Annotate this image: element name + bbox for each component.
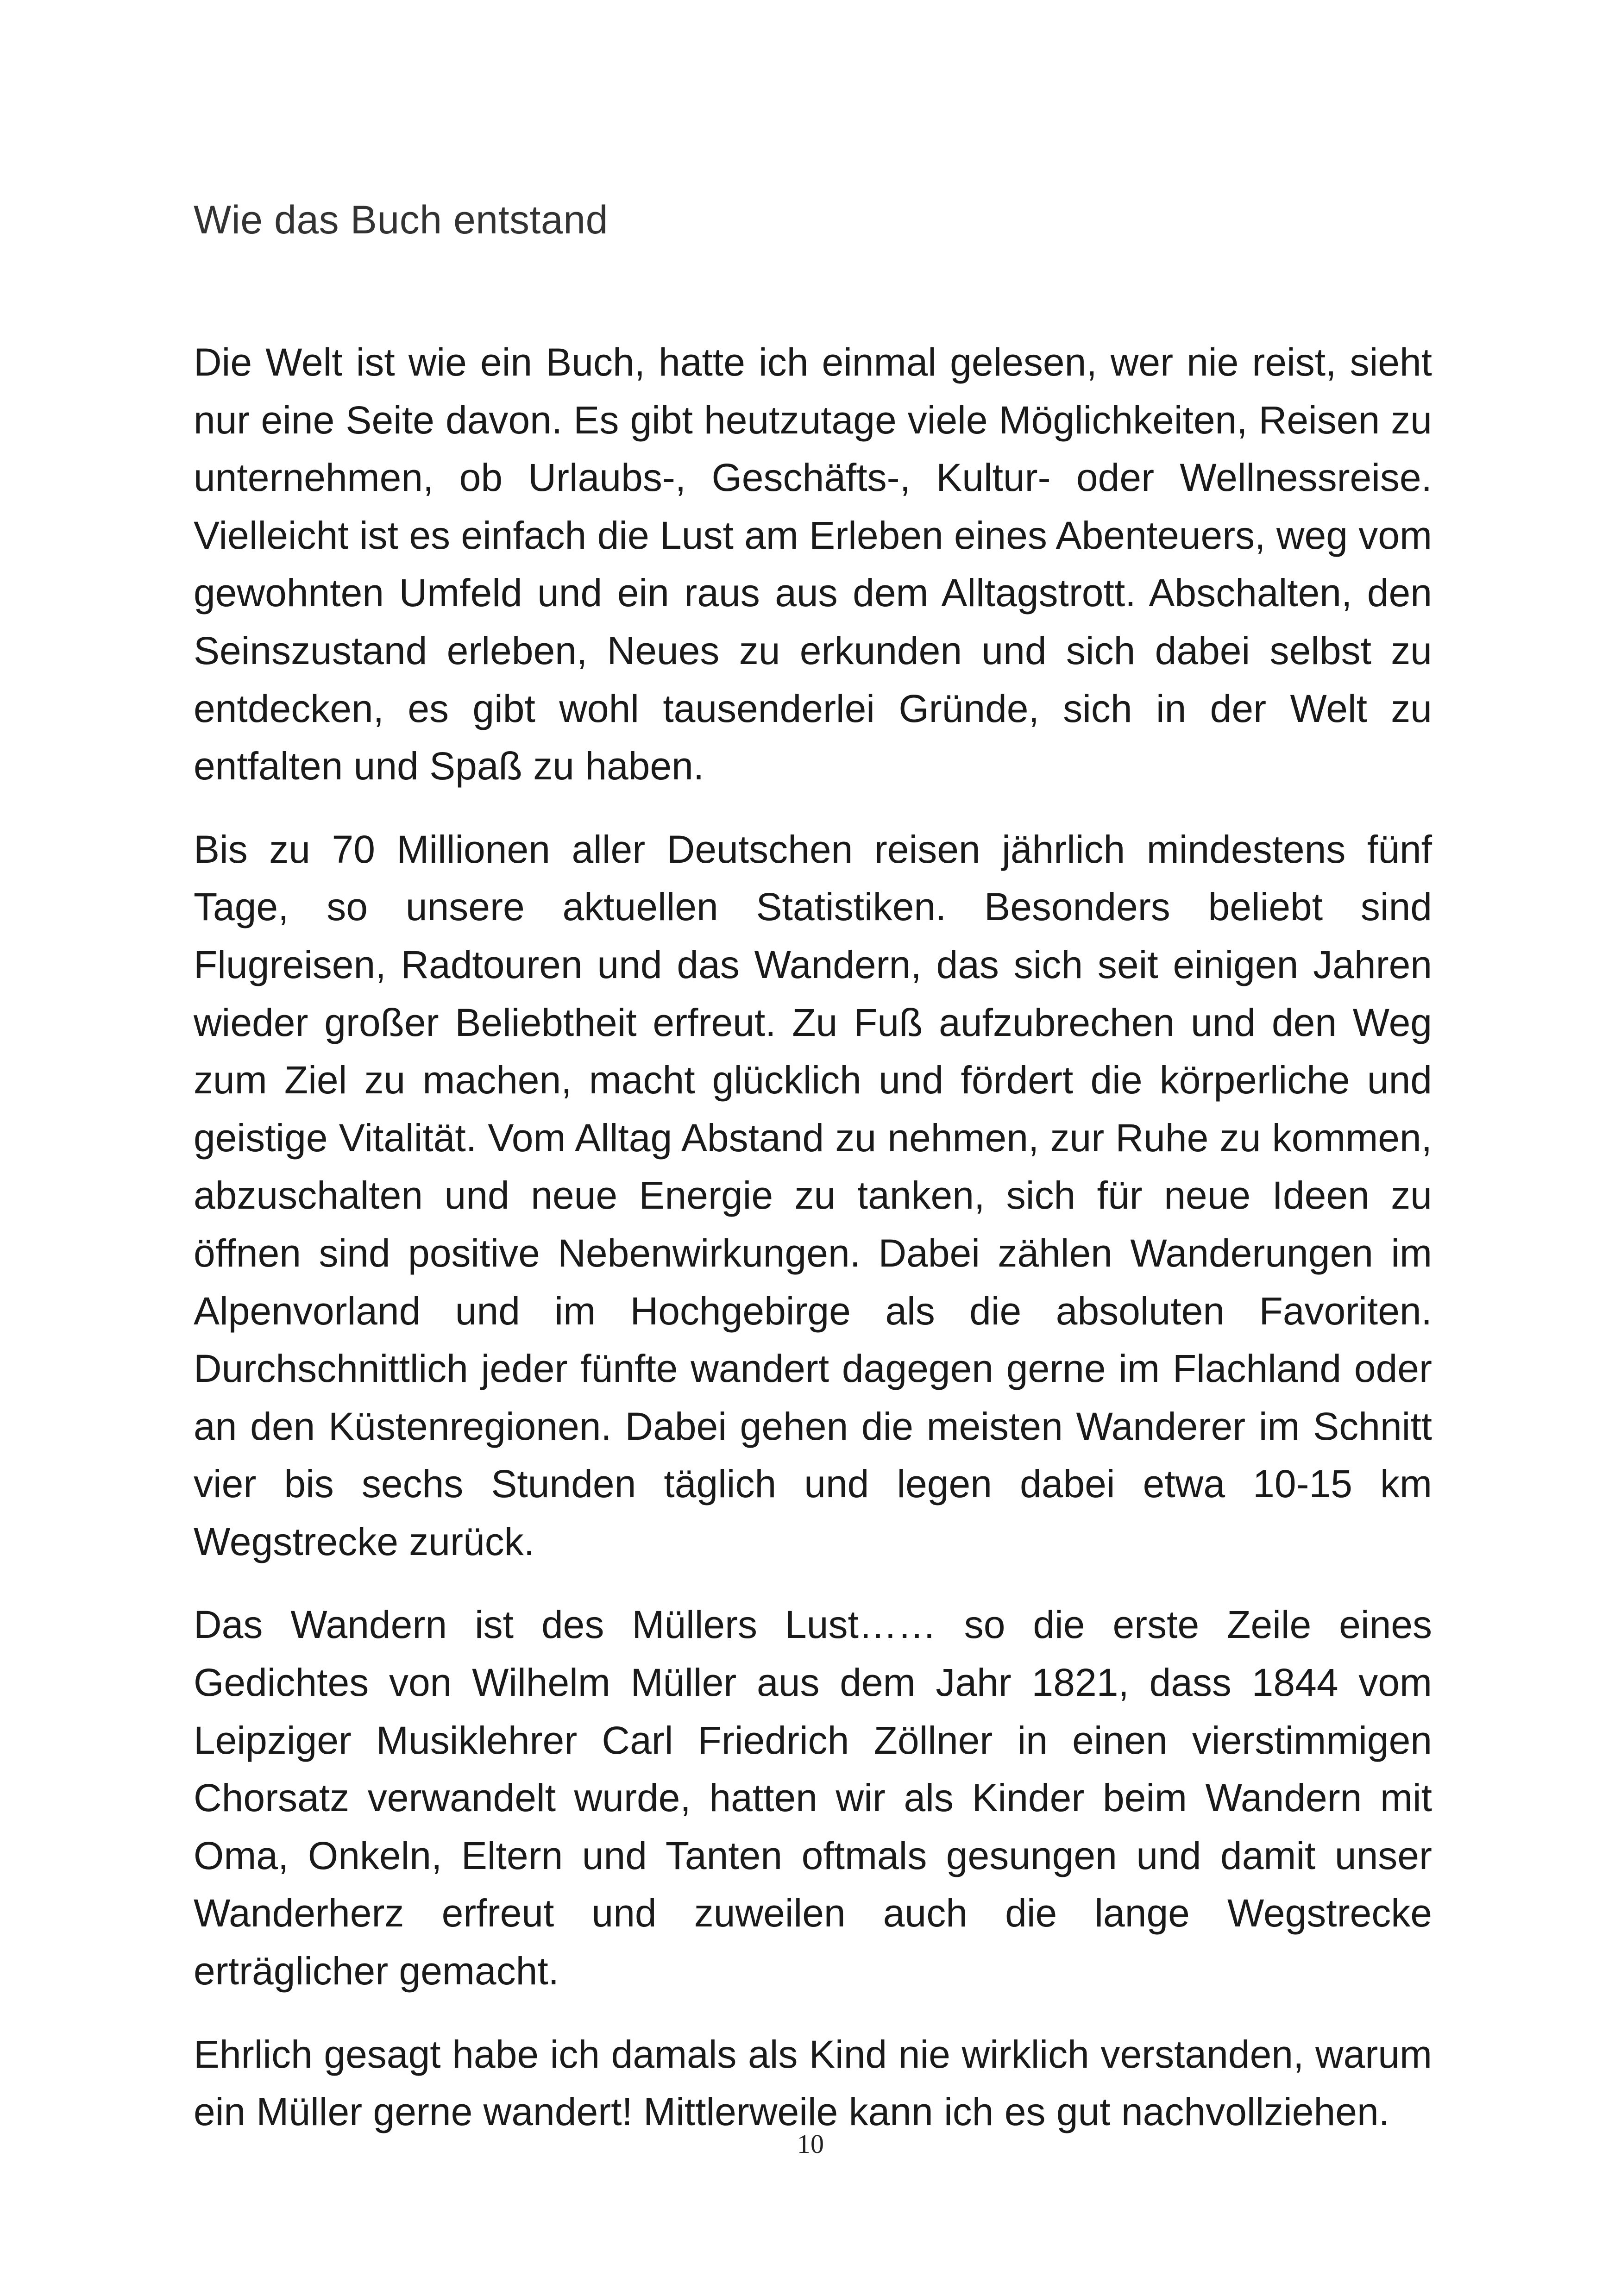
paragraph: Bis zu 70 Millionen aller Deutschen reisen jährlich mindestens fünf Tage, so unsere aktuellen Statistiken. Besonders beliebt sind Flugreisen, Radtouren und das Wandern, das sich seit einigen Jahren wieder großer Beliebtheit erfreut. Zu Fuß aufzubrechen und den Weg zum Ziel zu machen, macht glücklich und fördert die körperliche und geistige Vitalität. Vom Alltag Abstand zu nehmen, zur Ruhe zu kommen, abzuschalten und neue Energie zu tanken, sich für neue Ideen zu öffnen sind positive Nebenwirkungen. Dabei zählen Wanderungen im Alpenvorland und im Hochgebirge als die absoluten Favoriten. Durchschnittlich jeder fünfte wandert dagegen gerne im Flachland oder an den Küstenregionen. Dabei gehen die meisten Wanderer im Schnitt vier bis sechs Stunden täglich und legen dabei etwa 10-15 km Wegstrecke zurück. (194, 827, 1432, 1563)
paragraph: Die Welt ist wie ein Buch, hatte ich einmal gelesen, wer nie reist, sieht nur eine Seite davon. Es gibt heutzutage viele Möglichkeiten, Reisen zu unternehmen, ob Urlaubs-, Geschäfts-, Kultur- oder Wellnessreise. Vielleicht ist es einfach die Lust am Erleben eines Abenteuers, weg vom gewohnten Umfeld und ein raus aus dem Alltagstrott. Abschalten, den Seinszustand erleben, Neues zu erkunden und sich dabei selbst zu entdecken, es gibt wohl tausenderlei Gründe, sich in der Welt zu entfalten und Spaß zu haben. (194, 340, 1432, 788)
page-number: 10 (797, 2129, 824, 2159)
chapter-heading: Wie das Buch entstand (194, 198, 608, 242)
paragraph: Das Wandern ist des Müllers Lust…… so die erste Zeile eines Gedichtes von Wilhelm Müller aus dem Jahr 1821, dass 1844 vom Leipziger Musiklehrer Carl Friedrich Zöllner in einen vierstimmigen Chorsatz verwandelt wurde, hatten wir als Kinder beim Wandern mit Oma, Onkeln, Eltern und Tanten oftmals gesungen und damit unser Wanderherz erfreut und zuweilen auch die lange Wegstrecke erträglicher gemacht. (194, 1603, 1432, 1993)
paragraph: Ehrlich gesagt habe ich damals als Kind nie wirklich verstanden, warum ein Müller gerne wandert! Mittlerweile kann ich es gut nachvollziehen. (194, 2032, 1432, 2134)
body-text (194, 333, 1432, 2166)
